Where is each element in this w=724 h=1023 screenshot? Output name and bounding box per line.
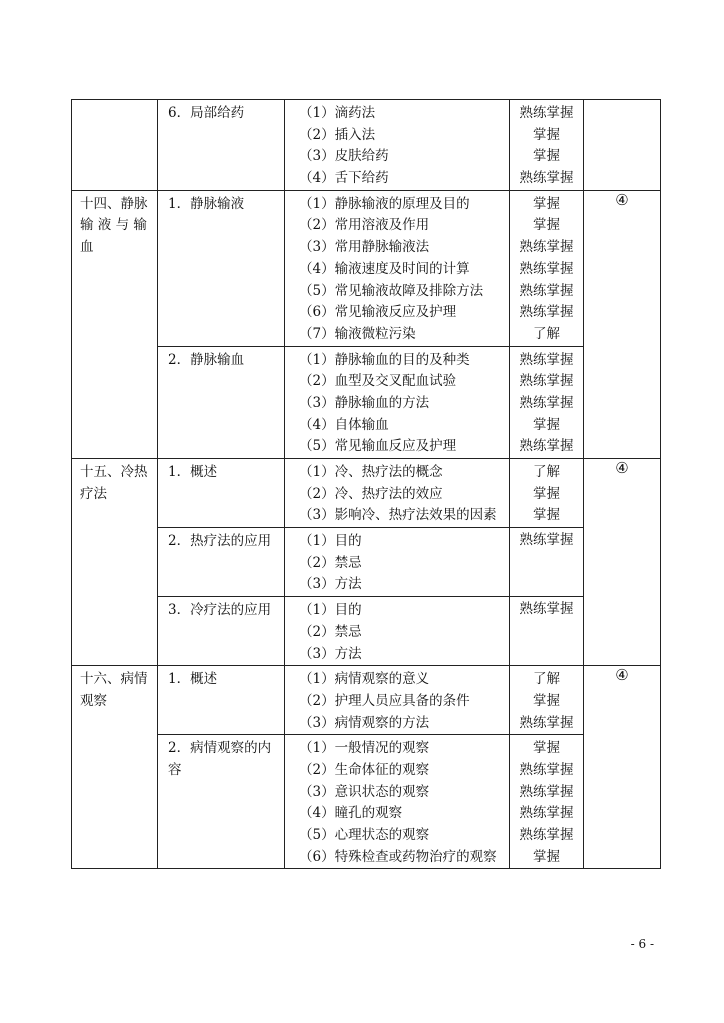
requirement-level: 熟练掌握 (519, 351, 574, 368)
requirement-cell (510, 735, 584, 869)
content-cell (285, 100, 510, 191)
chapter-cell (72, 459, 158, 666)
content-item: （4）输液速度及时间的计算 (299, 260, 470, 277)
content-item: （6）常见输液反应及护理 (299, 304, 457, 321)
chapter-cell (72, 666, 158, 869)
topic-cell (158, 100, 285, 191)
requirement-level: 掌握 (533, 848, 560, 865)
page-number: - 6 - (630, 937, 654, 951)
topic-line: 3．冷疗法的应用 (168, 602, 272, 619)
content-item: （2）禁忌 (299, 623, 362, 640)
content-item: （2）护理人员应具备的条件 (299, 692, 470, 709)
topic-line-group (158, 528, 284, 553)
content-item: （3）静脉输血的方法 (299, 394, 430, 411)
content-item: （1）一般情况的观察 (299, 740, 430, 757)
table-row (72, 346, 661, 458)
table-row (72, 666, 661, 735)
requirement-level: 掌握 (533, 217, 560, 234)
requirement-level: 熟练掌握 (519, 714, 574, 731)
content-cell (285, 190, 510, 346)
topic-line-group (158, 735, 284, 781)
content-item: （3）皮肤给药 (299, 148, 389, 165)
content-item-group (285, 666, 509, 734)
content-item-group (285, 347, 509, 458)
chapter-title-line: 十四、静脉 (80, 195, 148, 212)
syllabus-table (71, 99, 661, 869)
content-item: （1）滴药法 (299, 105, 376, 121)
content-item: （5）常见输液故障及排除方法 (299, 282, 484, 299)
topic-line-group (158, 191, 284, 216)
topic-line: 2．病情观察的内 (168, 740, 272, 757)
requirement-level: 掌握 (533, 692, 560, 709)
content-item: （7）输液微粒污染 (299, 325, 416, 342)
content-item: （2）生命体征的观察 (299, 761, 430, 778)
content-item: （2）禁忌 (299, 554, 362, 571)
content-item-group (285, 735, 509, 868)
chapter-title-line: 十六、病情 (80, 671, 148, 688)
content-item: （1）目的 (299, 533, 362, 550)
requirement-level: 熟练掌握 (519, 260, 574, 277)
topic-line-group (158, 666, 284, 691)
requirement-level: 掌握 (533, 195, 560, 212)
requirement-level: 熟练掌握 (519, 373, 574, 390)
table-row (72, 597, 661, 666)
requirement-level: 熟练掌握 (519, 827, 574, 843)
requirement-level-group (510, 100, 583, 190)
topic-cell (158, 735, 285, 869)
content-item: （2）插入法 (299, 126, 376, 143)
topic-line: 2．热疗法的应用 (168, 533, 272, 550)
content-cell (285, 459, 510, 528)
requirement-cell (510, 459, 584, 528)
requirement-level: 熟练掌握 (519, 239, 574, 256)
content-item: （4）瞳孔的观察 (299, 805, 403, 822)
class-hours-marker: ④ (584, 459, 661, 666)
chapter-title-line-group (72, 459, 157, 505)
content-item: （3）病情观察的方法 (299, 714, 430, 731)
requirement-level: 掌握 (533, 416, 560, 433)
table-row (72, 100, 661, 191)
content-item: （3）影响冷、热疗法效果的因素 (299, 507, 497, 524)
content-item: （3）方法 (299, 645, 362, 662)
requirement-cell (510, 190, 584, 346)
content-item-group (285, 100, 509, 190)
content-item: （4）舌下给药 (299, 170, 389, 187)
requirement-cell (510, 666, 584, 735)
requirement-level-group (510, 191, 583, 346)
requirement-level: 掌握 (533, 148, 560, 165)
topic-line-group (158, 347, 284, 372)
chapter-cell (72, 100, 158, 191)
content-cell (285, 346, 510, 458)
requirement-level: 了解 (533, 325, 560, 342)
requirement-cell (510, 346, 584, 458)
content-cell (285, 597, 510, 666)
requirement-level: 了解 (533, 464, 560, 480)
topic-line: 6．局部给药 (168, 105, 245, 121)
topic-line: 容 (168, 761, 182, 778)
table-row (72, 459, 661, 528)
requirement-level: 熟练掌握 (519, 783, 574, 800)
content-item: （2）冷、热疗法的效应 (299, 485, 443, 502)
requirement-level: 掌握 (533, 740, 560, 757)
requirement-level: 熟练掌握 (519, 282, 574, 299)
content-item-group (285, 528, 509, 596)
content-item: （5）心理状态的观察 (299, 827, 430, 843)
topic-cell (158, 666, 285, 735)
content-item: （4）自体输血 (299, 416, 389, 433)
content-item: （1）病情观察的意义 (299, 671, 430, 688)
table-row (72, 190, 661, 346)
requirement-level: 熟练掌握 (519, 304, 574, 321)
topic-line: 2．静脉输血 (168, 351, 245, 368)
topic-line-group (158, 100, 284, 125)
requirement-level: 掌握 (533, 485, 560, 502)
chapter-title-line: 血 (80, 239, 94, 256)
requirement-level-group (510, 459, 583, 527)
class-hours-marker (584, 100, 661, 191)
table-row (72, 528, 661, 597)
content-item: （1）静脉输血的目的及种类 (299, 351, 470, 368)
requirement-level: 熟练掌握 (519, 105, 574, 121)
topic-cell (158, 597, 285, 666)
content-cell (285, 666, 510, 735)
content-item: （1）目的 (299, 602, 362, 619)
table-row (72, 735, 661, 869)
content-item: （6）特殊检查或药物治疗的观察 (299, 848, 497, 865)
topic-line: 1．概述 (168, 671, 218, 688)
requirement-level: 熟练掌握 (519, 170, 574, 187)
requirement-cell: 熟练掌握 (510, 528, 584, 597)
content-item: （3）意识状态的观察 (299, 783, 430, 800)
requirement-level: 了解 (533, 671, 560, 688)
chapter-cell (72, 190, 158, 458)
content-item: （3）方法 (299, 576, 362, 593)
content-item-group (285, 597, 509, 665)
syllabus-table-body (72, 100, 661, 869)
topic-cell (158, 346, 285, 458)
topic-cell (158, 459, 285, 528)
chapter-title-line: 疗法 (80, 485, 107, 502)
topic-line: 1．概述 (168, 464, 218, 480)
content-item: （3）常用静脉输液法 (299, 239, 430, 256)
requirement-level: 熟练掌握 (519, 394, 574, 411)
chapter-title-line-group (72, 666, 157, 712)
requirement-level: 熟练掌握 (519, 761, 574, 778)
chapter-title-line: 输 液 与 输 (80, 217, 147, 234)
topic-cell (158, 528, 285, 597)
content-cell (285, 735, 510, 869)
class-hours-marker: ④ (584, 666, 661, 869)
topic-line-group (158, 459, 284, 484)
content-item: （5）常见输血反应及护理 (299, 438, 457, 455)
content-item: （2）血型及交叉配血试验 (299, 373, 457, 390)
requirement-cell: 熟练掌握 (510, 597, 584, 666)
content-item-group (285, 459, 509, 527)
topic-line-group (158, 597, 284, 622)
class-hours-marker: ④ (584, 190, 661, 458)
requirement-level-group (510, 666, 583, 734)
chapter-title-line-group (72, 100, 157, 103)
content-cell (285, 528, 510, 597)
topic-cell (158, 190, 285, 346)
requirement-cell (510, 100, 584, 191)
content-item: （2）常用溶液及作用 (299, 217, 430, 234)
topic-line: 1．静脉输液 (168, 195, 245, 212)
content-item-group (285, 191, 509, 346)
content-item: （1）冷、热疗法的概念 (299, 464, 443, 480)
requirement-level: 熟练掌握 (519, 805, 574, 822)
requirement-level-group (510, 735, 583, 868)
chapter-title-line: 观察 (80, 692, 107, 709)
chapter-title-line: 十五、冷热 (80, 464, 148, 480)
requirement-level: 掌握 (533, 507, 560, 524)
requirement-level: 熟练掌握 (519, 438, 574, 455)
chapter-title-line-group (72, 191, 157, 259)
content-item: （1）静脉输液的原理及目的 (299, 195, 470, 212)
requirement-level-group (510, 347, 583, 458)
requirement-level: 掌握 (533, 126, 560, 143)
